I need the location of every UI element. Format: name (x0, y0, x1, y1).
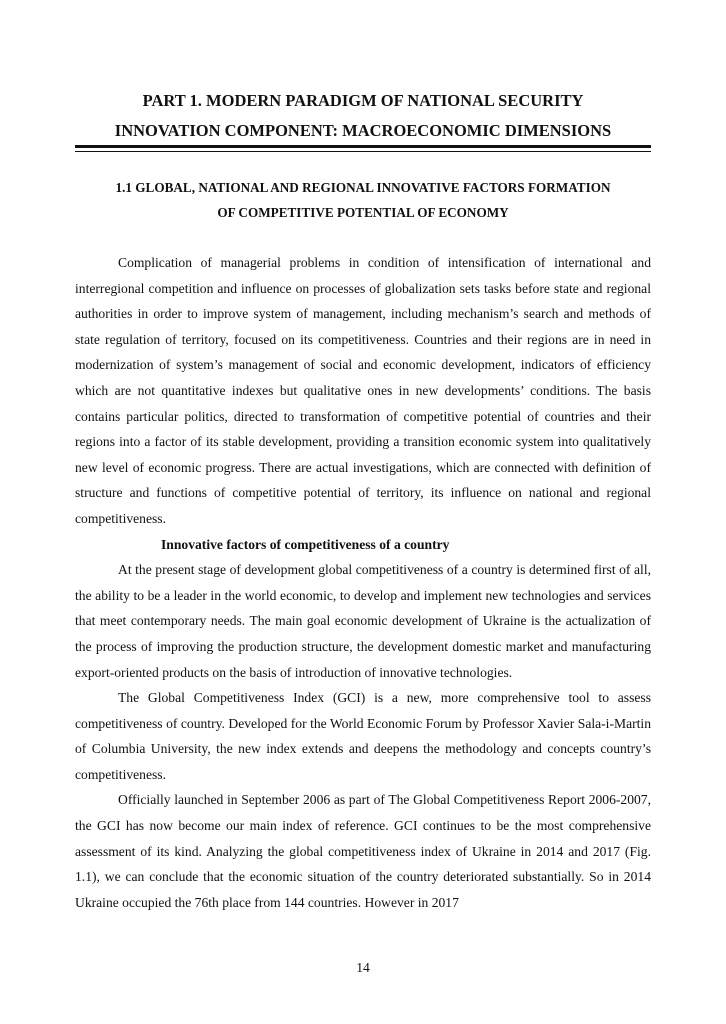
section-title-line-1: 1.1 GLOBAL, NATIONAL AND REGIONAL INNOVATIVE FACTORS FORMATION (115, 180, 611, 195)
title-divider-thin (75, 151, 651, 152)
part-title-line-1: PART 1. MODERN PARADIGM OF NATIONAL SECURITY (142, 91, 584, 110)
section-title-line-2: OF COMPETITIVE POTENTIAL OF ECONOMY (217, 205, 509, 220)
section-title (75, 175, 651, 225)
page-number: 14 (356, 960, 370, 975)
part-title (75, 86, 651, 146)
paragraph-3: The Global Competitiveness Index (GCI) is a new, more comprehensive tool to assess competitiveness of country. Developed for the World Economic Forum by Professor Xavier Sala-i-Martin of Columbia University, the new index extends and deepens the methodology and concepts country’s competitiveness. (75, 690, 651, 782)
paragraph-4: Officially launched in September 2006 as part of The Global Competitiveness Report 2006-2007, the GCI has now become our main index of reference. GCI continues to be the most comprehensive assessment of its kind. Analyzing the global competitiveness index of Ukraine in 2014 and 2017 (Fig. 1.1), we can conclude that the economic situation of the country deteriorated substantially. So in 2014 Ukraine occupied the 76th place from 144 countries. However in 2017 (75, 792, 651, 910)
subheading: Innovative factors of competitiveness of a country (161, 536, 450, 552)
title-divider-thick (75, 145, 651, 148)
body-text (75, 250, 651, 915)
paragraph-1: Complication of managerial problems in condition of intensification of international and interregional competition and influence on processes of globalization sets tasks before state and regional authorities in order to improve system of management, including mechanism’s search and methods of state regulation of territory, focused on its competitiveness. Countries and their regions are in need in modernization of system’s management of social and economic development, indicators of efficiency which are not quantitative indexes but qualitative ones in new developments’ conditions. The basis contains particular politics, directed to transformation of competitive potential of countries and their regions into a factor of its stable development, providing a transition economic system into qualitatively new level of economic progress. There are actual investigations, which are connected with definition of structure and functions of competitive potential of territory, its influence on national and regional competitiveness. (75, 255, 651, 526)
part-title-line-2: INNOVATION COMPONENT: MACROECONOMIC DIMENSIONS (114, 121, 612, 140)
paragraph-2: At the present stage of development global competitiveness of a country is determined first of all, the ability to be a leader in the world economic, to develop and implement new technologies and services that meet contemporary needs. The main goal economic development of Ukraine is the actualization of the process of improving the production structure, the development domestic market and manufacturing export-oriented products on the basis of introduction of innovative technologies. (75, 562, 651, 680)
